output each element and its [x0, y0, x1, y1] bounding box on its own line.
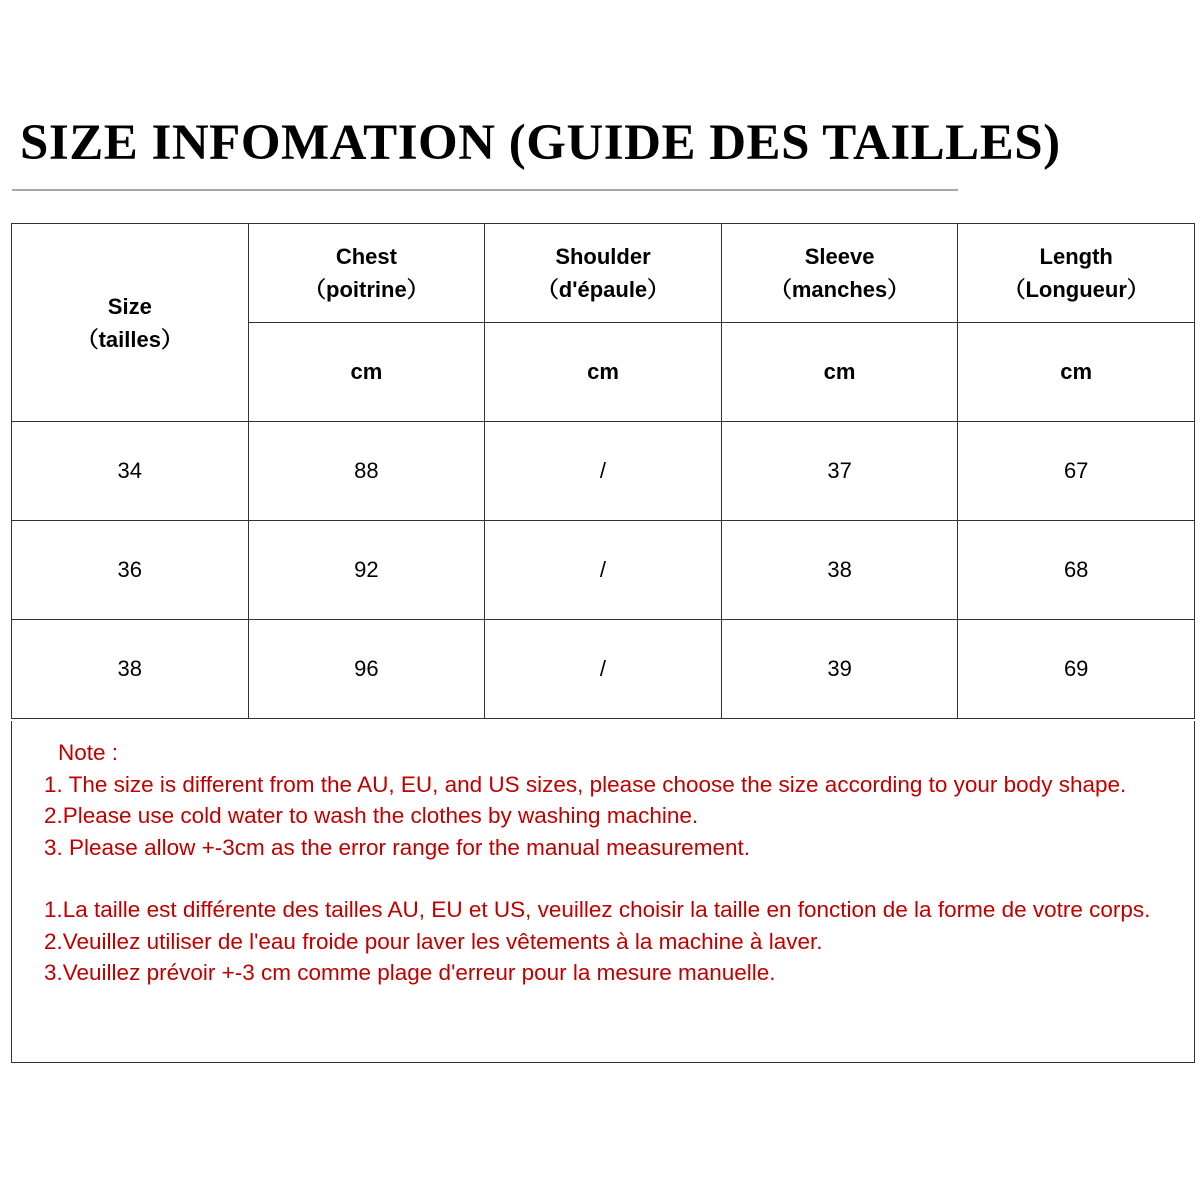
shoulder-cell: / — [485, 521, 722, 620]
sleeve-cell: 38 — [721, 521, 958, 620]
note-line-en-3: 3. Please allow +-3cm as the error range for the manual measurement. — [44, 834, 750, 860]
size-cell: 36 — [12, 521, 249, 620]
sleeve-cell: 39 — [721, 620, 958, 719]
shoulder-header-cell — [485, 224, 722, 323]
sleeve-cell: 37 — [721, 422, 958, 521]
notes-box — [11, 721, 1195, 1063]
chest-unit-cell: cm — [248, 323, 485, 422]
note-spacer — [44, 863, 1172, 894]
chest-cell: 88 — [248, 422, 485, 521]
length-header-cell — [958, 224, 1195, 323]
table-row — [12, 521, 1195, 620]
note-line-fr-1: 1.La taille est différente des tailles AU, EU et US, veuillez choisir la taille en fonction de la forme de votre corps. — [44, 897, 1151, 922]
note-line-en-2: 2.Please use cold water to wash the clothes by washing machine. — [44, 803, 699, 828]
page-title: SIZE INFOMATION (GUIDE DES TAILLES) — [20, 115, 1061, 171]
size-table — [11, 223, 1195, 719]
note-line-fr-3: 3.Veuillez prévoir +-3 cm comme plage d'erreur pour la mesure manuelle. — [44, 960, 776, 985]
chest-cell: 96 — [248, 620, 485, 719]
note-line-en-1: 1. The size is different from the AU, EU, and US sizes, please choose the size according to your body shape. — [44, 771, 1127, 797]
column-header-sub: （manches） — [769, 277, 910, 302]
chest-cell: 92 — [248, 521, 485, 620]
length-cell: 68 — [958, 521, 1195, 620]
column-header-sub: （d'épaule） — [536, 277, 670, 302]
column-header-sub: （poitrine） — [304, 277, 429, 302]
note-title: Note : — [58, 740, 119, 765]
shoulder-unit-cell: cm — [485, 323, 722, 422]
column-header-label: Length — [1039, 244, 1113, 269]
table-row — [12, 620, 1195, 719]
length-unit-cell: cm — [958, 323, 1195, 422]
column-header-label: Shoulder — [555, 244, 651, 269]
size-header-label: Size — [107, 293, 152, 319]
chest-header-cell — [248, 224, 485, 323]
sleeve-unit-cell: cm — [721, 323, 958, 422]
title-underline — [12, 189, 958, 191]
size-header-sub: （tailles） — [76, 326, 183, 352]
size-header-cell — [12, 224, 249, 422]
shoulder-cell: / — [485, 422, 722, 521]
length-cell: 69 — [958, 620, 1195, 719]
note-line-fr-2: 2.Veuillez utiliser de l'eau froide pour laver les vêtements à la machine à laver. — [44, 928, 823, 954]
length-cell: 67 — [958, 422, 1195, 521]
table-row — [12, 422, 1195, 521]
shoulder-cell: / — [485, 620, 722, 719]
column-header-label: Chest — [335, 244, 397, 269]
size-cell: 34 — [12, 422, 249, 521]
column-header-label: Sleeve — [804, 244, 875, 269]
column-header-sub: （Longueur） — [1003, 277, 1149, 302]
table-header-row — [12, 224, 1195, 323]
size-cell: 38 — [12, 620, 249, 719]
sleeve-header-cell — [721, 224, 958, 323]
